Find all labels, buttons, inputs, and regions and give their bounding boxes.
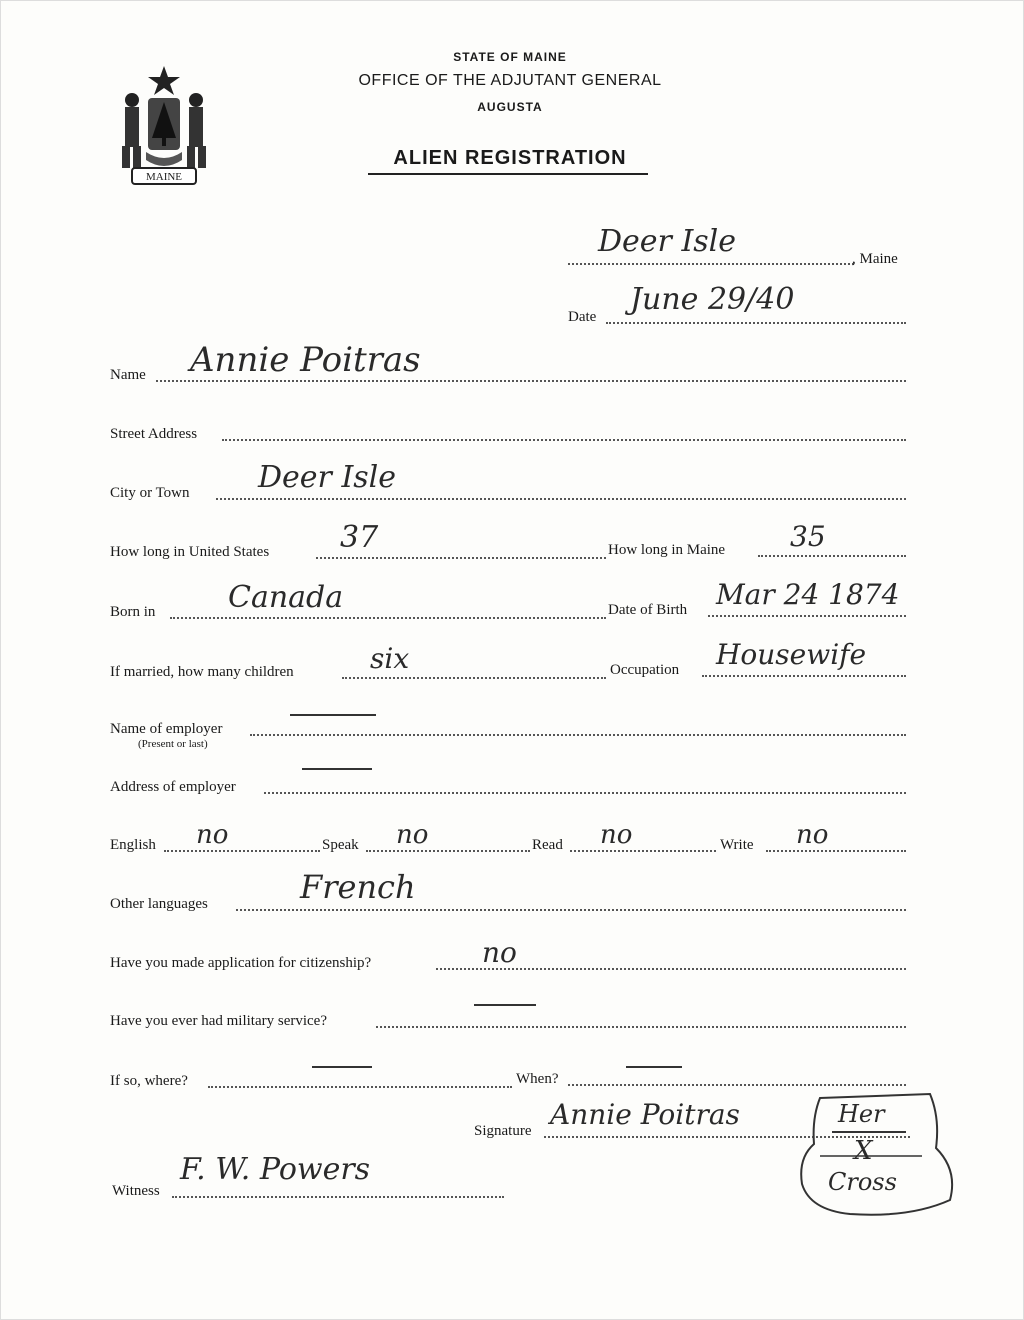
title-underline xyxy=(368,173,648,175)
how-long-maine-value: 35 xyxy=(790,520,826,553)
when-label: When? xyxy=(516,1071,559,1087)
date-value: June 29/40 xyxy=(630,282,795,317)
form-title: ALIEN REGISTRATION xyxy=(393,147,627,169)
employer-address-label: Address of employer xyxy=(110,779,236,795)
maine-label: , Maine xyxy=(852,251,898,267)
how-long-maine-label: How long in Maine xyxy=(608,542,726,558)
citizenship-label: Have you made application for citizenship? xyxy=(110,955,372,971)
state-seal-icon xyxy=(108,60,220,190)
how-long-us-line xyxy=(316,557,606,559)
signature-label: Signature xyxy=(474,1123,532,1139)
when-dash xyxy=(626,1066,682,1068)
children-label: If married, how many children xyxy=(110,664,294,680)
town-line xyxy=(568,263,854,265)
date-line xyxy=(606,322,906,324)
dob-value: Mar 24 1874 xyxy=(716,578,900,611)
other-languages-label: Other languages xyxy=(110,896,208,912)
name-label: Name xyxy=(110,367,146,383)
street-line xyxy=(222,439,906,441)
children-value: six xyxy=(370,642,410,675)
read-line xyxy=(570,850,716,852)
where-dash xyxy=(312,1066,372,1068)
signature-value: Annie Poitras xyxy=(550,1098,740,1131)
other-languages-value: French xyxy=(300,868,416,906)
speak-line xyxy=(366,850,530,852)
employer-address-line xyxy=(264,792,906,794)
write-label: Write xyxy=(720,837,754,853)
street-label: Street Address xyxy=(110,426,198,442)
employer-label: Name of employer xyxy=(110,721,223,737)
english-value: no xyxy=(196,820,229,850)
occupation-line xyxy=(702,675,906,677)
city-label: City or Town xyxy=(110,485,190,501)
read-value: no xyxy=(600,820,633,850)
employer-dash xyxy=(290,714,376,716)
other-languages-line xyxy=(236,909,906,911)
speak-label: Speak xyxy=(322,837,359,853)
header-state: STATE OF MAINE xyxy=(453,50,567,64)
city-line xyxy=(216,498,906,500)
where-label: If so, where? xyxy=(110,1073,188,1089)
town-value: Deer Isle xyxy=(598,224,737,259)
employer-sublabel: (Present or last) xyxy=(138,738,208,750)
english-label: English xyxy=(110,837,156,853)
military-label: Have you ever had military service? xyxy=(110,1013,327,1029)
witness-label: Witness xyxy=(112,1183,160,1199)
city-value: Deer Isle xyxy=(258,460,397,495)
name-line xyxy=(156,380,906,382)
how-long-maine-line xyxy=(758,555,906,557)
date-label: Date xyxy=(568,309,597,325)
where-line xyxy=(208,1086,512,1088)
how-long-us-label: How long in United States xyxy=(110,544,270,560)
witness-value: F. W. Powers xyxy=(180,1152,371,1187)
born-in-label: Born in xyxy=(110,604,156,620)
children-line xyxy=(342,677,606,679)
name-value: Annie Poitras xyxy=(190,340,421,380)
employer-address-dash xyxy=(302,768,372,770)
seal-label: MAINE xyxy=(145,171,183,183)
dob-label: Date of Birth xyxy=(608,602,688,618)
employer-line xyxy=(250,734,906,736)
write-line xyxy=(766,850,906,852)
witness-line xyxy=(172,1196,504,1198)
born-in-line xyxy=(170,617,606,619)
how-long-us-value: 37 xyxy=(340,520,379,555)
read-label: Read xyxy=(532,837,563,853)
header-city: AUGUSTA xyxy=(477,100,543,114)
mark-her: Her xyxy=(838,1100,885,1128)
english-line xyxy=(164,850,320,852)
header-office: OFFICE OF THE ADJUTANT GENERAL xyxy=(358,72,662,89)
military-line xyxy=(376,1026,906,1028)
mark-cross: Cross xyxy=(828,1168,897,1196)
occupation-value: Housewife xyxy=(716,638,867,671)
citizenship-value: no xyxy=(482,936,517,969)
when-line xyxy=(568,1084,906,1086)
speak-value: no xyxy=(396,820,429,850)
occupation-label: Occupation xyxy=(610,662,680,678)
military-dash xyxy=(474,1004,536,1006)
dob-line xyxy=(708,615,906,617)
mark-x: X xyxy=(854,1136,873,1166)
born-in-value: Canada xyxy=(228,580,344,615)
write-value: no xyxy=(796,820,829,850)
